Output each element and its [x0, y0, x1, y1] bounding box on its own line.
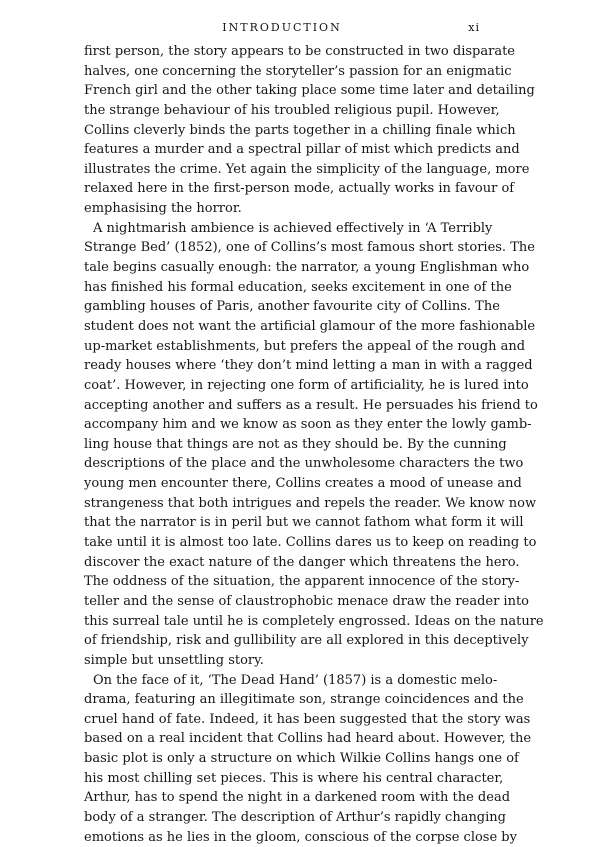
page-number: xi — [468, 18, 480, 38]
text-line: illustrates the crime. Yet again the simplicity of the language, more — [84, 160, 486, 180]
text-line: accompany him and we know as soon as they enter the lowly gamb- — [84, 415, 486, 435]
text-line: halves, one concerning the storyteller’s passion for an enigmatic — [84, 62, 486, 82]
text-line: body of a stranger. The description of Arthur’s rapidly changing — [84, 808, 486, 828]
text-line: emotions as he lies in the gloom, conscious of the corpse close by — [84, 828, 486, 847]
text-line: take until it is almost too late. Collins dares us to keep on reading to — [84, 533, 486, 553]
text-line: teller and the sense of claustrophobic menace draw the reader into — [84, 592, 486, 612]
text-line: first person, the story appears to be constructed in two disparate — [84, 42, 486, 62]
text-line: young men encounter there, Collins creates a mood of unease and — [84, 474, 486, 494]
text-line: cruel hand of fate. Indeed, it has been suggested that the story was — [84, 710, 486, 730]
text-line: based on a real incident that Collins had heard about. However, the — [84, 729, 486, 749]
text-line: features a murder and a spectral pillar of mist which predicts and — [84, 140, 486, 160]
text-line: On the face of it, ‘The Dead Hand’ (1857) is a domestic melo- — [84, 671, 486, 691]
text-line: French girl and the other taking place some time later and detailing — [84, 81, 486, 101]
text-line: simple but unsettling story. — [84, 651, 486, 671]
page-header — [84, 18, 480, 38]
text-line: drama, featuring an illegitimate son, strange coincidences and the — [84, 690, 486, 710]
text-line: of friendship, risk and gullibility are all explored in this deceptively — [84, 631, 486, 651]
text-line: discover the exact nature of the danger which threatens the hero. — [84, 553, 486, 573]
text-line: Collins cleverly binds the parts together in a chilling finale which — [84, 121, 486, 141]
running-title: INTRODUCTION — [84, 18, 480, 38]
text-line: ready houses where ‘they don’t mind letting a man in with a ragged — [84, 356, 486, 376]
text-line: relaxed here in the first-person mode, actually works in favour of — [84, 179, 486, 199]
paragraph — [84, 219, 486, 671]
text-line: The oddness of the situation, the apparent innocence of the story- — [84, 572, 486, 592]
text-line: has finished his formal education, seeks excitement in one of the — [84, 278, 486, 298]
body-text — [84, 42, 486, 847]
text-line: A nightmarish ambience is achieved effectively in ‘A Terribly — [84, 219, 486, 239]
text-line: his most chilling set pieces. This is where his central character, — [84, 769, 486, 789]
text-line: Strange Bed’ (1852), one of Collins’s most famous short stories. The — [84, 238, 486, 258]
text-line: student does not want the artificial glamour of the more fashionable — [84, 317, 486, 337]
text-line: tale begins casually enough: the narrator, a young Englishman who — [84, 258, 486, 278]
text-line: ling house that things are not as they should be. By the cunning — [84, 435, 486, 455]
text-line: the strange behaviour of his troubled religious pupil. However, — [84, 101, 486, 121]
text-line: this surreal tale until he is completely engrossed. Ideas on the nature — [84, 612, 486, 632]
text-line: emphasising the horror. — [84, 199, 486, 219]
text-line: accepting another and suffers as a result. He persuades his friend to — [84, 396, 486, 416]
text-line: strangeness that both intrigues and repels the reader. We know now — [84, 494, 486, 514]
text-line: basic plot is only a structure on which Wilkie Collins hangs one of — [84, 749, 486, 769]
text-line: Arthur, has to spend the night in a darkened room with the dead — [84, 788, 486, 808]
paragraph — [84, 671, 486, 847]
text-line: coat’. However, in rejecting one form of artificiality, he is lured into — [84, 376, 486, 396]
text-line: that the narrator is in peril but we cannot fathom what form it will — [84, 513, 486, 533]
paragraph — [84, 42, 486, 219]
text-line: gambling houses of Paris, another favourite city of Collins. The — [84, 297, 486, 317]
text-line: up-market establishments, but prefers the appeal of the rough and — [84, 337, 486, 357]
text-line: descriptions of the place and the unwholesome characters the two — [84, 454, 486, 474]
